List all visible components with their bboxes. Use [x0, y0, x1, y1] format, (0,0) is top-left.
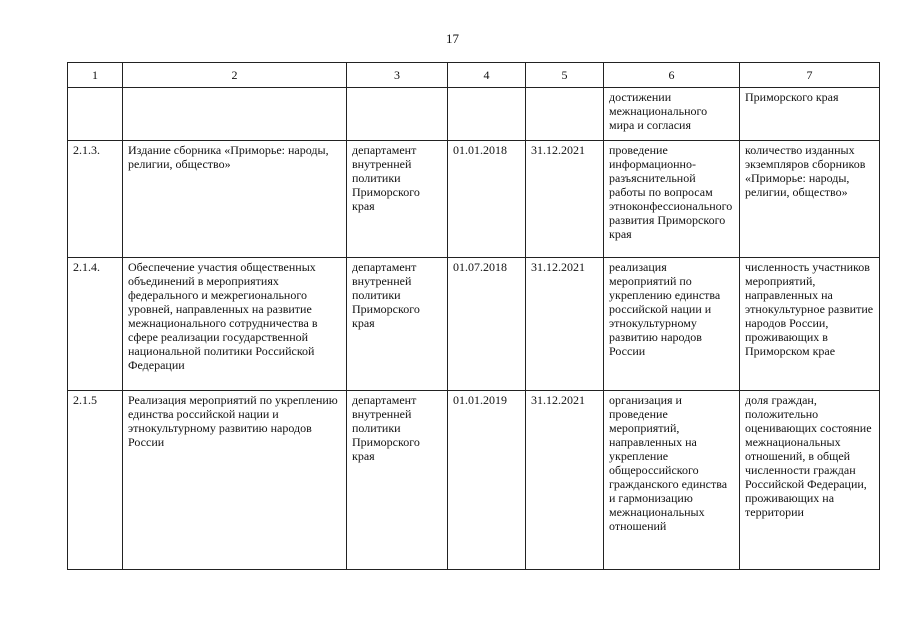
- cell-indicator: количество изданных экземпляров сборников «Приморье: народы, религии, общество»: [740, 141, 880, 258]
- column-number: 4: [448, 63, 526, 88]
- cell-number: [68, 88, 123, 141]
- program-table: [67, 62, 880, 570]
- column-number: 7: [740, 63, 880, 88]
- cell-number: 2.1.3.: [68, 141, 123, 258]
- table-row: [68, 141, 880, 258]
- cell-start-date: 01.07.2018: [448, 258, 526, 391]
- cell-activity-name: Обеспечение участия общественных объединений в мероприятиях федерального и межрегионального уровней, направленных на развитие межнационального сотрудничества в сфере реализации государственной национальной политики Российской Федерации: [123, 258, 347, 391]
- table-row: [68, 391, 880, 570]
- column-number: 3: [347, 63, 448, 88]
- cell-start-date: 01.01.2018: [448, 141, 526, 258]
- cell-end-date: [526, 88, 604, 141]
- cell-number: 2.1.4.: [68, 258, 123, 391]
- cell-indicator: Приморского края: [740, 88, 880, 141]
- table-row: [68, 258, 880, 391]
- cell-indicator: доля граждан, положительно оценивающих состояние межнациональных отношений, в общей численности граждан Российской Федерации, проживающих на территории: [740, 391, 880, 570]
- column-number: 2: [123, 63, 347, 88]
- page-number: 17: [446, 31, 459, 46]
- cell-activity-name: Издание сборника «Приморье: народы, религии, общество»: [123, 141, 347, 258]
- cell-activity-name: [123, 88, 347, 141]
- cell-start-date: 01.01.2019: [448, 391, 526, 570]
- cell-end-date: 31.12.2021: [526, 391, 604, 570]
- cell-executor: департамент внутренней политики Приморского края: [347, 258, 448, 391]
- column-number: 1: [68, 63, 123, 88]
- cell-expected-result: проведение информационно-разъяснительной работы по вопросам этноконфессионального развития Приморского края: [604, 141, 740, 258]
- cell-expected-result: организация и проведение мероприятий, направленных на укрепление общероссийского гражданского единства и гармонизацию межнациональных отношений: [604, 391, 740, 570]
- cell-activity-name: Реализация мероприятий по укреплению единства российской нации и этнокультурному развитию народов России: [123, 391, 347, 570]
- cell-start-date: [448, 88, 526, 141]
- cell-executor: [347, 88, 448, 141]
- cell-end-date: 31.12.2021: [526, 258, 604, 391]
- cell-executor: департамент внутренней политики Приморского края: [347, 141, 448, 258]
- cell-number: 2.1.5: [68, 391, 123, 570]
- cell-expected-result: достижении межнационального мира и согласия: [604, 88, 740, 141]
- cell-indicator: численность участников мероприятий, направленных на этнокультурное развитие народов России, проживающих в Приморском крае: [740, 258, 880, 391]
- column-number: 6: [604, 63, 740, 88]
- column-number: 5: [526, 63, 604, 88]
- column-number-row: [68, 63, 880, 88]
- cell-expected-result: реализация мероприятий по укреплению единства российской нации и этнокультурному развитию народов России: [604, 258, 740, 391]
- table-row-continuation: [68, 88, 880, 141]
- cell-end-date: 31.12.2021: [526, 141, 604, 258]
- cell-executor: департамент внутренней политики Приморского края: [347, 391, 448, 570]
